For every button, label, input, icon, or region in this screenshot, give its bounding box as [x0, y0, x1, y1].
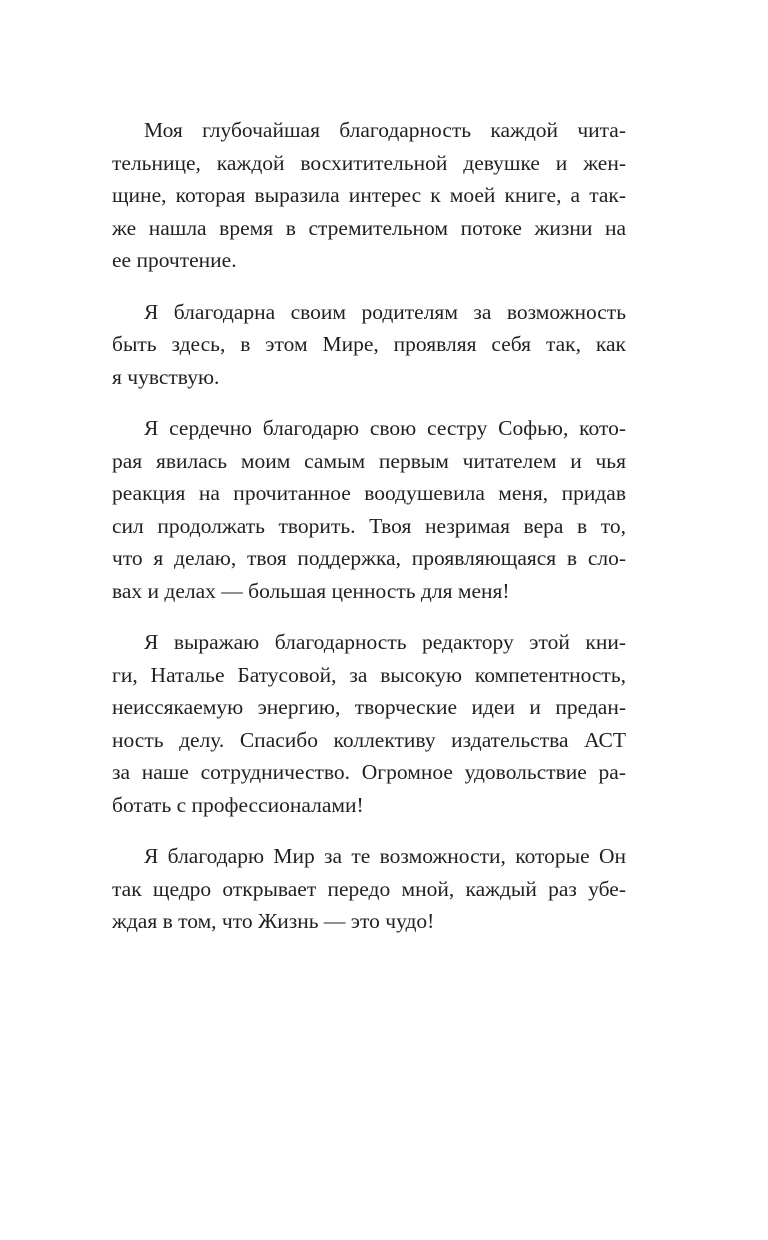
- text-line: за наше сотрудничество. Огромное удовольствие ра-: [112, 760, 626, 784]
- text-line: же нашла время в стремительном потоке жизни на: [112, 215, 626, 240]
- text-line: ги, Наталье Батусовой, за высокую компетентность,: [112, 662, 626, 687]
- text-line: щине, которая выразила интерес к моей книге, а так-: [112, 183, 626, 207]
- acknowledgements-text: [112, 114, 626, 957]
- paragraph-editor: [112, 626, 626, 821]
- text-line: что я делаю, твоя поддержка, проявляющаяся в сло-: [112, 546, 626, 570]
- text-line: неиссякаемую энергию, творческие идеи и предан-: [112, 695, 626, 719]
- text-line: Я сердечно благодарю свою сестру Софью, кото-: [144, 416, 626, 440]
- text-line: сил продолжать творить. Твоя незримая вера в то,: [112, 513, 626, 538]
- text-line: я чувствую.: [112, 364, 220, 389]
- paragraph-parents: [112, 296, 626, 394]
- text-line: ботать с профессионалами!: [112, 792, 364, 817]
- text-line: Я выражаю благодарность редактору этой кни-: [144, 630, 626, 654]
- text-line: быть здесь, в этом Мире, проявляя себя так, как: [112, 332, 626, 356]
- text-line: ждая в том, что Жизнь — это чудо!: [112, 909, 435, 933]
- paragraph-sister: [112, 412, 626, 607]
- text-line: ность делу. Спасибо коллективу издательства АСТ: [112, 727, 626, 752]
- text-line: ее прочтение.: [112, 248, 237, 272]
- paragraph-readers: [112, 114, 626, 277]
- text-line: Я благодарю Мир за те возможности, которые Он: [144, 844, 626, 868]
- paragraph-world: [112, 840, 626, 938]
- text-line: реакция на прочитанное воодушевила меня, придав: [112, 481, 626, 505]
- text-line: так щедро открывает передо мной, каждый раз убе-: [112, 876, 626, 901]
- text-line: вах и делах — большая ценность для меня!: [112, 578, 510, 603]
- text-line: Моя глубочайшая благодарность каждой чита-: [144, 118, 626, 142]
- text-line: рая явилась моим самым первым читателем и чья: [112, 448, 626, 473]
- text-line: тельнице, каждой восхитительной девушке и жен-: [112, 150, 626, 175]
- text-line: Я благодарна своим родителям за возможность: [144, 299, 626, 324]
